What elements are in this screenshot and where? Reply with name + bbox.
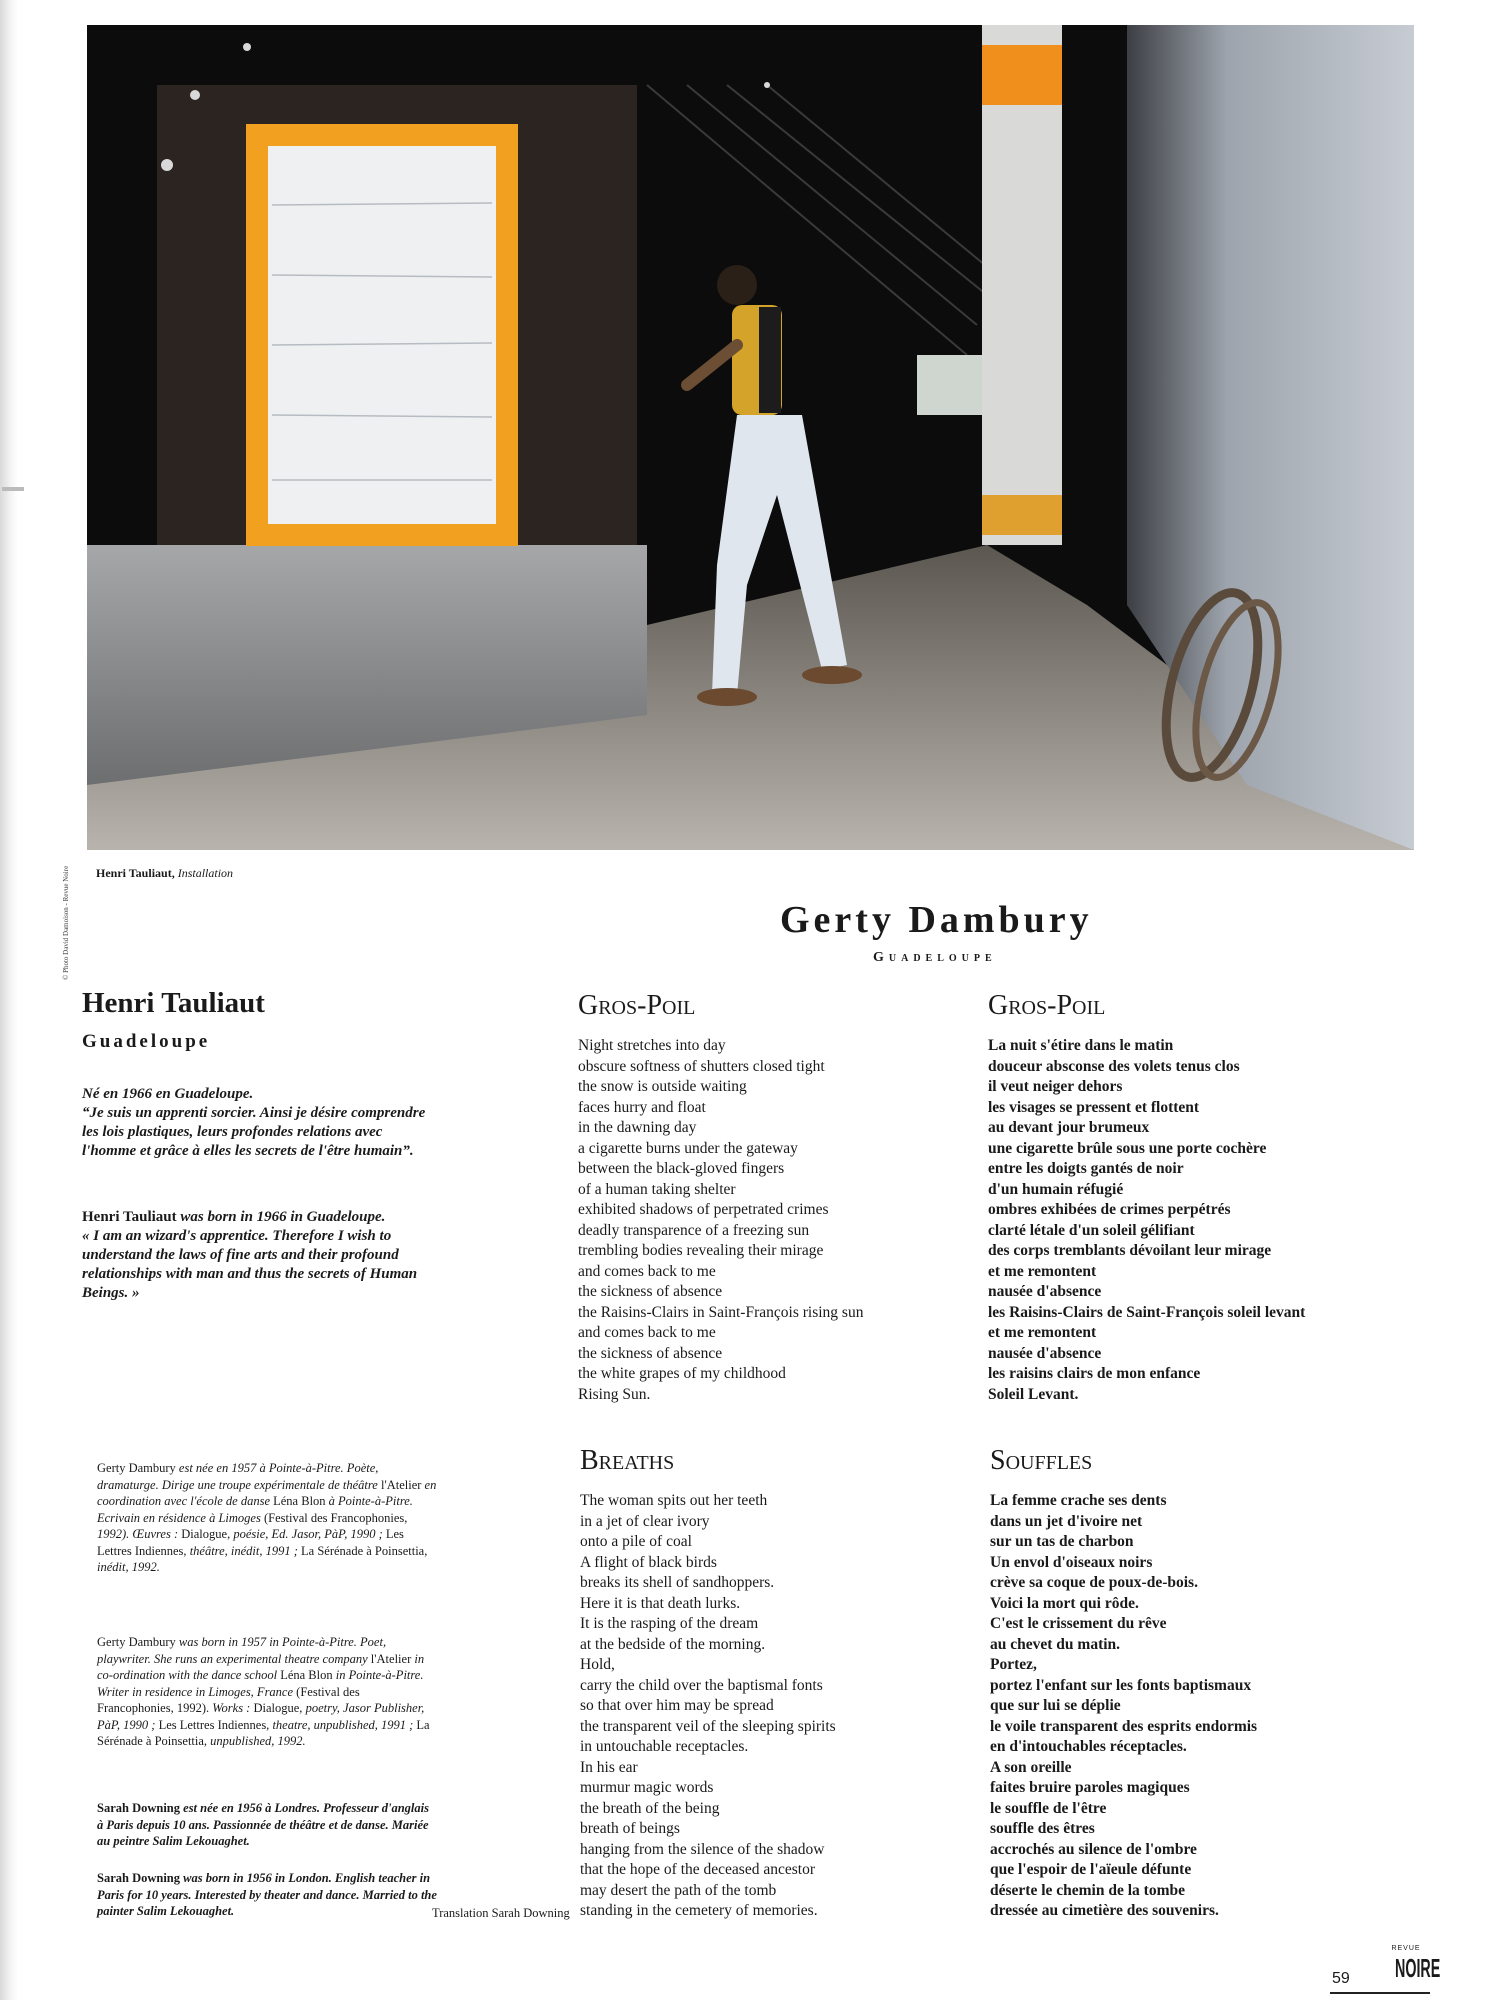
bio-text-roman: Les Lettres Indiennes, bbox=[97, 1527, 404, 1558]
poem-title-breaths: Breaths bbox=[580, 1445, 675, 1476]
bio-text: was born in 1956 in London. English teacher in Paris for 10 years. Interested by theater and dance. Married to the painter Salim Lekouaghet. bbox=[97, 1871, 437, 1918]
revue-noire-logo bbox=[1386, 1945, 1441, 1987]
bio-text: en coordination avec l'école de danse bbox=[97, 1477, 437, 1508]
artist-bio-french: Né en 1966 en Guadeloupe. “Je suis un apprenti sorcier. Ainsi je désire comprendre les lois plastiques, leurs profondes relations avec l'homme et grâce à elles les secrets de l'être humain”. bbox=[82, 1086, 426, 1159]
footer-rule bbox=[1330, 1992, 1430, 1994]
poem-title-gros-poil-fr: Gros-Poil bbox=[988, 990, 1106, 1021]
bio-text-roman: l'Atelier bbox=[370, 1651, 412, 1666]
bio-text-roman: Léna Blon bbox=[273, 1494, 326, 1508]
poem-title-gros-poil-en: Gros-Poil bbox=[578, 990, 696, 1021]
installation-photo bbox=[87, 25, 1414, 850]
bio-text-roman: La Sérénade à Poinsettia, bbox=[97, 1717, 430, 1748]
bio-text-roman: Dialogue, bbox=[253, 1701, 303, 1715]
bio-text: théâtre, inédit, 1991 ; bbox=[186, 1543, 302, 1558]
poem-breaths: The woman spits out her teeth in a jet of clear ivory onto a pile of coal A flight of black birds breaks its shell of sandhoppers. Here it is that death lurks. It is the rasping of the dream at the bedside of the morning. Hold, carry the child over the baptismal fonts so that over him may be spread the transparent veil of the sleeping spirits in untouchable receptacles. In his ear murmur magic words the breath of the being breath of beings hanging from the silence of the shadow that the hope of the deceased ancestor may desert the path of the tomb standing in the cemetery of memories. bbox=[580, 1492, 836, 1919]
bio-text: in Pointe-à-Pitre. Writer in residence in Limoges, France bbox=[97, 1668, 424, 1699]
bio-text: unpublished, 1992. bbox=[207, 1734, 306, 1748]
poem-title-souffles: Souffles bbox=[990, 1445, 1093, 1476]
page-number: 59 bbox=[1332, 1970, 1350, 1987]
artist-bio-english-text: was born in 1966 in Guadeloupe. « I am an wizard's apprentice. Therefore I wish to understand the laws of fine arts and their profound relationships with man and thus the secrets of Human Beings. » bbox=[82, 1209, 418, 1301]
bio-text: Works : bbox=[209, 1701, 254, 1715]
bio-name: Sarah Downing bbox=[97, 1871, 181, 1885]
photo-credit-text: © Photo David Damoison - Revue Noire bbox=[62, 865, 70, 980]
bio-text-roman: (Festival des Francophonies, 1992). bbox=[97, 1684, 360, 1715]
bio-sarah-downing-english bbox=[97, 1870, 437, 1920]
author-country: Guadeloupe bbox=[873, 950, 997, 965]
caption-artist-name: Henri Tauliaut, bbox=[96, 866, 175, 880]
logo-noire-text: NOIRE bbox=[1395, 1953, 1441, 1983]
caption-work-title: Installation bbox=[177, 866, 234, 880]
bio-sarah-downing-french bbox=[97, 1800, 437, 1850]
photo-credit bbox=[62, 850, 76, 980]
bio-text-roman: La Sérénade à Poinsettia, bbox=[301, 1543, 428, 1558]
bio-text: poésie, Ed. Jasor, PàP, 1990 ; bbox=[230, 1527, 386, 1541]
bio-gerty-dambury-french bbox=[97, 1460, 437, 1576]
bio-text-roman: Léna Blon bbox=[280, 1668, 333, 1682]
poem-souffles: La femme crache ses dents dans un jet d'ivoire net sur un tas de charbon Un envol d'oiseaux noirs crève sa coque de poux-de-bois. Voici la mort qui rôde. C'est le crissement du rêve au chevet du matin. Portez, portez l'enfant sur les fonts baptismaux que sur lui se déplie le voile transparent des esprits endormis en d'intouchables réceptacles. A son oreille faites bruire paroles magiques le souffle de l'être souffle des êtres accrochés au silence de l'ombre que l'espoir de l'aïeule défunte déserte le chemin de la tombe dressée au cimetière des souvenirs. bbox=[990, 1492, 1258, 1919]
binding-mark bbox=[2, 487, 24, 491]
author-name: Gerty Dambury bbox=[780, 899, 1093, 941]
bio-text-roman: Dialogue, bbox=[181, 1527, 231, 1541]
bio-gerty-dambury-english bbox=[97, 1634, 437, 1750]
translation-credit: Translation Sarah Downing bbox=[432, 1906, 570, 1920]
bio-text-roman: (Festival des Francophonies, bbox=[263, 1510, 408, 1525]
bio-text: poetry, Jasor Publisher, PàP, 1990 ; bbox=[97, 1701, 425, 1732]
bio-text: inédit, 1992. bbox=[97, 1560, 160, 1574]
artist-country: Guadeloupe bbox=[82, 1031, 211, 1052]
bio-name: Gerty Dambury bbox=[97, 1461, 176, 1475]
author-heading bbox=[730, 898, 1400, 942]
poem-gros-poil-en: Night stretches into day obscure softness of shutters closed tight the snow is outside waiting faces hurry and float in the dawning day a cigarette burns under the gateway between the black-gloved fingers of a human taking shelter exhibited shadows of perpetrated crimes deadly transparence of a freezing sun trembling bodies revealing their mirage and comes back to me the sickness of absence the Raisins-Clairs in Saint-François rising sun and comes back to me the sickness of absence the white grapes of my childhood Rising Sun. bbox=[578, 1037, 864, 1403]
bio-name: Sarah Downing bbox=[97, 1801, 181, 1815]
bio-text-roman: l'Atelier bbox=[380, 1477, 422, 1492]
artist-bio-english bbox=[82, 1208, 452, 1303]
bio-text-roman: Les Lettres Indiennes, bbox=[158, 1717, 270, 1732]
poem-gros-poil-fr: La nuit s'étire dans le matin douceur absconse des volets tenus clos il veut neiger dehors les visages se pressent et flottent au devant jour brumeux une cigarette brûle sous une porte cochère entre les doigts gantés de noir d'un humain réfugié ombres exhibées de crimes perpétrés clarté létale d'un soleil gélifiant des corps tremblants dévoilant leur mirage et me remontent nausée d'absence les Raisins-Clairs de Saint-François soleil levant et me remontent nausée d'absence les raisins clairs de mon enfance Soleil Levant. bbox=[988, 1037, 1306, 1403]
logo-revue-text: REVUE bbox=[1391, 1945, 1421, 1952]
artist-name: Henri Tauliaut bbox=[82, 987, 265, 1019]
photo-illustration bbox=[87, 25, 1414, 850]
bio-text: in co-ordination with the dance school bbox=[97, 1651, 425, 1682]
bio-text: 1992). Œuvres : bbox=[97, 1527, 182, 1541]
bio-text: à Pointe-à-Pitre. Ecrivain en résidence à Limoges bbox=[97, 1494, 413, 1525]
page-binding-edge bbox=[0, 0, 18, 2000]
bio-text: theatre, unpublished, 1991 ; bbox=[269, 1717, 417, 1732]
photo-caption bbox=[96, 866, 233, 881]
bio-text: est née en 1957 à Pointe-à-Pitre. Poète, dramaturge. Dirige une troupe expérimentale de théâtre bbox=[97, 1461, 381, 1492]
artist-bio-english-name: Henri Tauliaut bbox=[82, 1209, 177, 1225]
bio-text: was born in 1957 in Pointe-à-Pitre. Poet, playwriter. She runs an experimental theatre company bbox=[97, 1635, 387, 1666]
bio-name: Gerty Dambury bbox=[97, 1635, 176, 1649]
bio-text: est née en 1956 à Londres. Professeur d'anglais à Paris depuis 10 ans. Passionnée de théâtre et de danse. Mariée au peintre Salim Lekouaghet. bbox=[97, 1801, 429, 1848]
